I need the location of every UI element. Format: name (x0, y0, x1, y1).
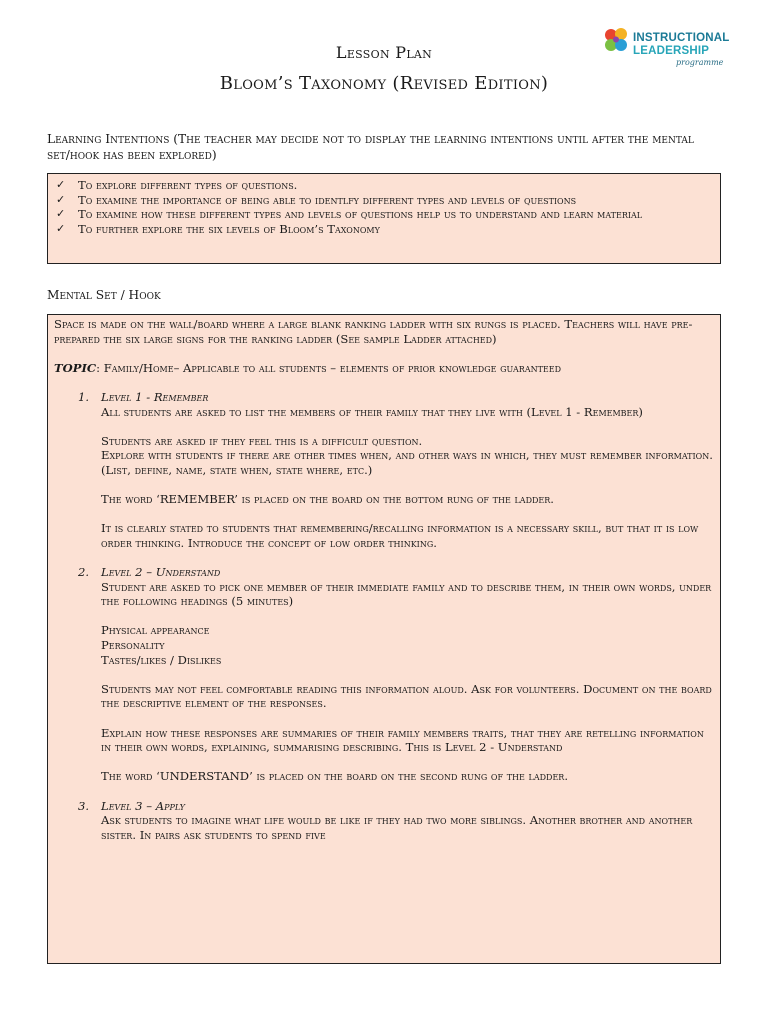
levels-list (54, 390, 714, 842)
level-paragraph: Students may not feel comfortable reading this information aloud. Ask for volunteers. Document on the board the descriptive element of the responses. (101, 681, 712, 711)
logo-line-2: LEADERSHIP (633, 45, 710, 57)
learning-intention-text: To explore different types of questions. (78, 178, 298, 192)
level-heading (54, 390, 714, 405)
level-paragraph: Ask students to imagine what life would be like if they had two more siblings. Another brother and another sister. In pairs ask students to spend five (101, 813, 693, 842)
checkmark-icon: ✓ (56, 178, 66, 191)
learning-intention-item (54, 222, 714, 237)
level-paragraph: All students are asked to list the members of their family that they live with (Level 1 - Remember) (101, 404, 643, 419)
level-paragraph: Explain how these responses are summaries of their family members traits, that they are retelling information in their own words, explaining, summarising describing. This is Level 2 - Understand (101, 725, 704, 755)
level-paragraph: It is clearly stated to students that remembering/recalling information is a necessary skill, but that it is low order thinking. Introduce the concept of low order thinking. (101, 521, 699, 550)
learning-intention-text: To examine the importance of being able to identlfy different types and levels of questions (78, 192, 577, 207)
page-title: Lesson Plan (335, 43, 433, 62)
topic-line (54, 361, 714, 376)
learning-intention-text: To further explore the six levels of Bloom’s Taxonomy (78, 221, 380, 236)
mental-set-intro: Space is made on the wall/board where a large blank ranking ladder with six rungs is placed. Teachers will have pre-prepared the six large signs for the ranking ladder (See sample Ladder attached) (54, 317, 693, 346)
level-number: 1. (78, 389, 90, 404)
level-number: 2. (78, 565, 90, 580)
learning-intention-item (54, 178, 714, 193)
mental-set-box (47, 314, 721, 964)
logo-line-3: programme (676, 58, 724, 67)
level-heading (54, 565, 714, 580)
level-paragraph: Physical appearance Personality Tastes/likes / Dislikes (101, 623, 222, 667)
topic-label: TOPIC (54, 360, 97, 375)
checkmark-icon: ✓ (56, 207, 66, 221)
level-number: 3. (78, 798, 90, 813)
page-subtitle: Bloom’s Taxonomy (Revised Edition) (219, 73, 549, 94)
learning-intention-item (54, 207, 714, 222)
level-title: Level 1 - Remember (101, 389, 209, 404)
level-heading (54, 799, 714, 814)
level-paragraph: The word ‘REMEMBER’ is placed on the board on the bottom rung of the ladder. (101, 492, 554, 507)
learning-intentions-box (47, 173, 721, 264)
level-paragraph: The word ‘UNDERSTAND’ is placed on the board on the second rung of the ladder. (101, 769, 568, 784)
logo-line-1: INSTRUCTIONAL (633, 32, 730, 44)
learning-intention-text: To examine how these different types and levels of questions help us to understand and learn material (78, 207, 643, 222)
learning-intentions-heading: Learning Intentions (The teacher may decide not to display the learning intentions until after the mental set/hook has been explored) (47, 132, 694, 162)
checkmark-icon: ✓ (56, 221, 66, 235)
topic-text: : Family/Home– Applicable to all students – elements of prior knowledge guaranteed (96, 360, 562, 375)
level-paragraph: Students are asked if they feel this is a difficult question. Explore with students if there are other times when, and other ways in which, they must remember information. (List, define, name, state when, state where, etc.) (101, 433, 713, 477)
mental-set-heading: Mental Set / Hook (47, 288, 161, 302)
learning-intentions-list (48, 174, 720, 236)
checkmark-icon: ✓ (56, 192, 66, 206)
learning-intention-item (54, 193, 714, 208)
level-paragraph: Student are asked to pick one member of their immediate family and to describe them, in their own words, under the following headings (5 minutes) (101, 579, 712, 609)
level-title: Level 3 – Apply (101, 798, 185, 813)
level-title: Level 2 – Understand (101, 565, 221, 580)
